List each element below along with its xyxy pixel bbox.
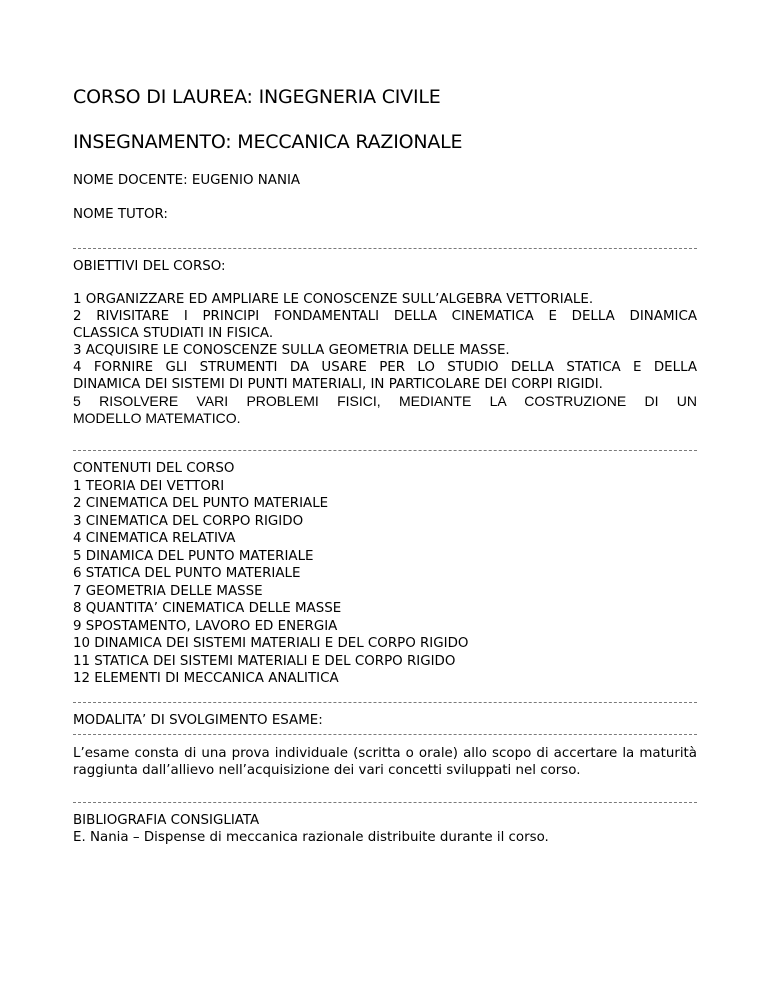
objective-2-line-1: 2 RIVISITARE I PRINCIPI FONDAMENTALI DELLA CINEMATICA E DELLA DINAMICA xyxy=(73,309,697,324)
objective-2-line-2: CLASSICA STUDIATI IN FISICA. xyxy=(73,326,274,341)
contents-section xyxy=(73,460,468,688)
course-title: CORSO DI LAUREA: INGEGNERIA CIVILE xyxy=(73,86,441,108)
contents-item: 3 CINEMATICA DEL CORPO RIGIDO xyxy=(73,513,304,529)
section-divider xyxy=(73,450,697,451)
objective-4-line-1: 4 FORNIRE GLI STRUMENTI DA USARE PER LO STUDIO DELLA STATICA E DELLA xyxy=(73,360,697,375)
contents-item: 6 STATICA DEL PUNTO MATERIALE xyxy=(73,566,301,581)
section-divider xyxy=(73,734,697,735)
exam-description-line-2: raggiunta dall’allievo nell’acquisizione dei vari concetti sviluppati nel corso. xyxy=(73,763,581,778)
section-divider xyxy=(73,248,697,249)
tutor-name: NOME TUTOR: xyxy=(73,207,168,222)
contents-item: 9 SPOSTAMENTO, LAVORO ED ENERGIA xyxy=(73,618,338,634)
section-divider xyxy=(73,802,697,803)
exam-heading: MODALITA’ DI SVOLGIMENTO ESAME: xyxy=(73,713,323,728)
objective-5-line-2: MODELLO MATEMATICO. xyxy=(73,410,241,426)
subject-title: INSEGNAMENTO: MECCANICA RAZIONALE xyxy=(73,131,463,153)
objectives-heading: OBIETTIVI DEL CORSO: xyxy=(73,259,226,274)
contents-item: 12 ELEMENTI DI MECCANICA ANALITICA xyxy=(73,671,339,686)
contents-item: 2 CINEMATICA DEL PUNTO MATERIALE xyxy=(73,496,329,511)
contents-item: 5 DINAMICA DEL PUNTO MATERIALE xyxy=(73,548,314,564)
objective-5-line-1: 5 RISOLVERE VARI PROBLEMI FISICI, MEDIANTE LA COSTRUZIONE DI UN xyxy=(73,393,697,409)
contents-item: 1 TEORIA DEI VETTORI xyxy=(73,478,225,494)
contents-item: 8 QUANTITA’ CINEMATICA DELLE MASSE xyxy=(73,601,342,616)
teacher-name: NOME DOCENTE: EUGENIO NANIA xyxy=(73,173,301,188)
contents-item: 4 CINEMATICA RELATIVA xyxy=(73,531,236,546)
exam-description-line-1: L’esame consta di una prova individuale (scritta o orale) allo scopo di accertare la maturità xyxy=(73,746,697,761)
contents-item: 7 GEOMETRIA DELLE MASSE xyxy=(73,583,263,599)
contents-item: 11 STATICA DEI SISTEMI MATERIALI E DEL CORPO RIGIDO xyxy=(73,653,456,669)
objective-3: 3 ACQUISIRE LE CONOSCENZE SULLA GEOMETRIA DELLE MASSE. xyxy=(73,343,510,358)
contents-item: 10 DINAMICA DEI SISTEMI MATERIALI E DEL CORPO RIGIDO xyxy=(73,636,469,651)
objective-1: 1 ORGANIZZARE ED AMPLIARE LE CONOSCENZE SULL’ALGEBRA VETTORIALE. xyxy=(73,292,594,307)
objective-4-line-2: DINAMICA DEI SISTEMI DI PUNTI MATERIALI, IN PARTICOLARE DEI CORPI RIGIDI. xyxy=(73,377,603,392)
section-divider xyxy=(73,702,697,703)
contents-heading: CONTENUTI DEL CORSO xyxy=(73,461,235,476)
bibliography-entry: E. Nania – Dispense di meccanica razionale distribuite durante il corso. xyxy=(73,830,549,845)
bibliography-heading: BIBLIOGRAFIA CONSIGLIATA xyxy=(73,813,260,828)
